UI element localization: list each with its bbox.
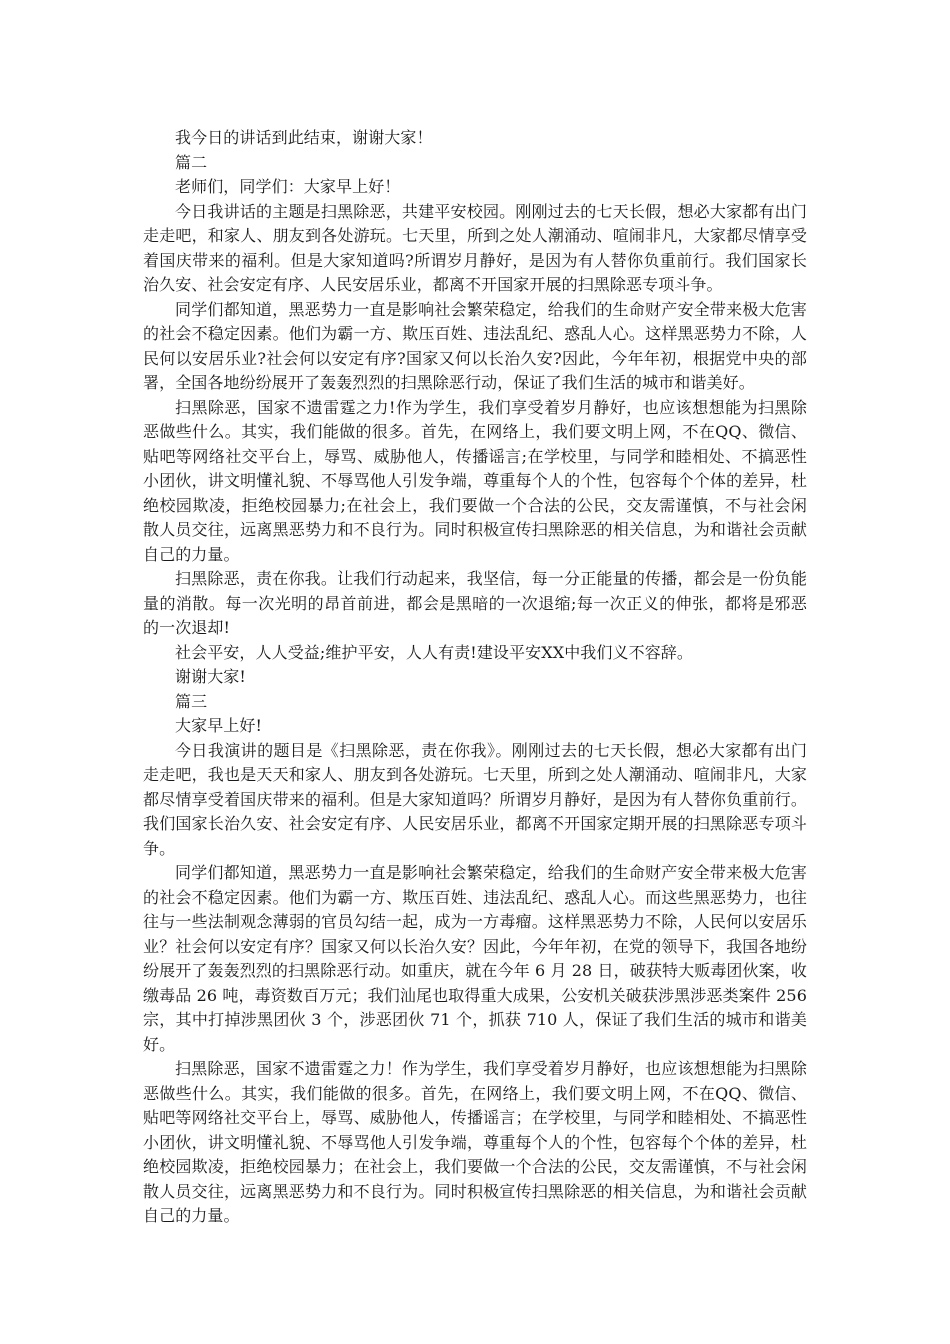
greeting: 老师们，同学们：大家早上好！ [175, 177, 401, 196]
section-heading-2: 篇二 [175, 152, 208, 172]
paragraph: 扫黑除恶，国家不遗雷霆之力！作为学生，我们享受着岁月静好，也应该想想能为扫黑除恶做些什么。其实，我们能做的很多。首先，在网络上，我们要文明上网，不在QQ、微信、贴吧等网络社交平台上，辱骂、威胁他人，传播谣言；在学校里，与同学和睦相处、不搞恶性小团伙，讲文明懂礼貌、不辱骂他人引发争端，尊重每个人的个性，包容每个个体的差异，杜绝校园欺凌，拒绝校园暴力；在社会上，我们要做一个合法的公民，交友需谨慎，不与社会闲散人员交往，远离黑恶势力和不良行为。同时积极宣传扫黑除恶的相关信息，为和谐社会贡献自己的力量。 [143, 1059, 807, 1225]
paragraph: 今日我讲话的主题是扫黑除恶，共建平安校园。刚刚过去的七天长假，想必大家都有出门走走吧，和家人、朋友到各处游玩。七天里，所到之处人潮涌动、喧闹非凡，大家都尽情享受着国庆带来的福利。但是大家知道吗?所谓岁月静好，是因为有人替你负重前行。我们国家长治久安、社会安定有序、人民安居乐业，都离不开国家开展的扫黑除恶专项斗争。 [143, 201, 807, 294]
greeting: 大家早上好! [175, 716, 263, 735]
paragraph: 扫黑除恶，责在你我。让我们行动起来，我坚信，每一分正能量的传播，都会是一份负能量的消散。每一次光明的昂首前进，都会是黑暗的一次退缩;每一次正义的伸张，都将是邪恶的一次退却! [143, 569, 807, 637]
paragraph: 同学们都知道，黑恶势力一直是影响社会繁荣稳定，给我们的生命财产安全带来极大危害的社会不稳定因素。他们为霸一方、欺压百姓、违法乱纪、惑乱人心。这样黑恶势力不除，人民何以安居乐业?社会何以安定有序?国家又何以长治久安?因此，今年年初，根据党中央的部署，全国各地纷纷展开了轰轰烈烈的扫黑除恶行动，保证了我们生活的城市和谐美好。 [143, 299, 807, 392]
paragraph: 社会平安，人人受益;维护平安，人人有责!建设平安XX中我们义不容辞。 [175, 642, 694, 662]
document-body [143, 126, 807, 1229]
thanks: 谢谢大家! [175, 667, 246, 686]
section-heading-3: 篇三 [175, 691, 208, 711]
paragraph-closing: 我今日的讲话到此结束，谢谢大家！ [175, 128, 433, 147]
paragraph: 同学们都知道，黑恶势力一直是影响社会繁荣稳定，给我们的生命财产安全带来极大危害的社会不稳定因素。他们为霸一方、欺压百姓、违法乱纪、惑乱人心。而这些黑恶势力，也往往与一些法制观念薄弱的官员勾结一起，成为一方毒瘤。这样黑恶势力不除，人民何以安居乐业？社会何以安定有序？国家又何以长治久安？因此，今年年初，在党的领导下，我国各地纷纷展开了轰轰烈烈的扫黑除恶行动。如重庆，就在今年 6 月 28 日，破获特大贩毒团伙案，收缴毒品 26 吨，毒资数百万元；我们汕尾也取得重大成果，公安机关破获涉黑涉恶类案件 256 宗，其中打掉涉黑团伙 3 个，涉恶团伙 71 个，抓获 710 人，保证了我们生活的城市和谐美好。 [143, 863, 807, 1054]
paragraph: 扫黑除恶，国家不遗雷霆之力!作为学生，我们享受着岁月静好，也应该想想能为扫黑除恶做些什么。其实，我们能做的很多。首先，在网络上，我们要文明上网，不在QQ、微信、贴吧等网络社交平台上，辱骂、威胁他人，传播谣言;在学校里，与同学和睦相处、不搞恶性小团伙，讲文明懂礼貌、不辱骂他人引发争端，尊重每个人的个性，包容每个个体的差异，杜绝校园欺凌，拒绝校园暴力;在社会上，我们要做一个合法的公民，交友需谨慎，不与社会闲散人员交往，远离黑恶势力和不良行为。同时积极宣传扫黑除恶的相关信息，为和谐社会贡献自己的力量。 [143, 397, 807, 564]
paragraph: 今日我演讲的题目是《扫黑除恶，责在你我》。刚刚过去的七天长假，想必大家都有出门走走吧，我也是天天和家人、朋友到各处游玩。七天里，所到之处人潮涌动、喧闹非凡，大家都尽情享受着国庆带来的福利。但是大家知道吗？所谓岁月静好，是因为有人替你负重前行。我们国家长治久安、社会安定有序、人民安居乐业，都离不开国家定期开展的扫黑除恶专项斗争。 [143, 740, 807, 858]
